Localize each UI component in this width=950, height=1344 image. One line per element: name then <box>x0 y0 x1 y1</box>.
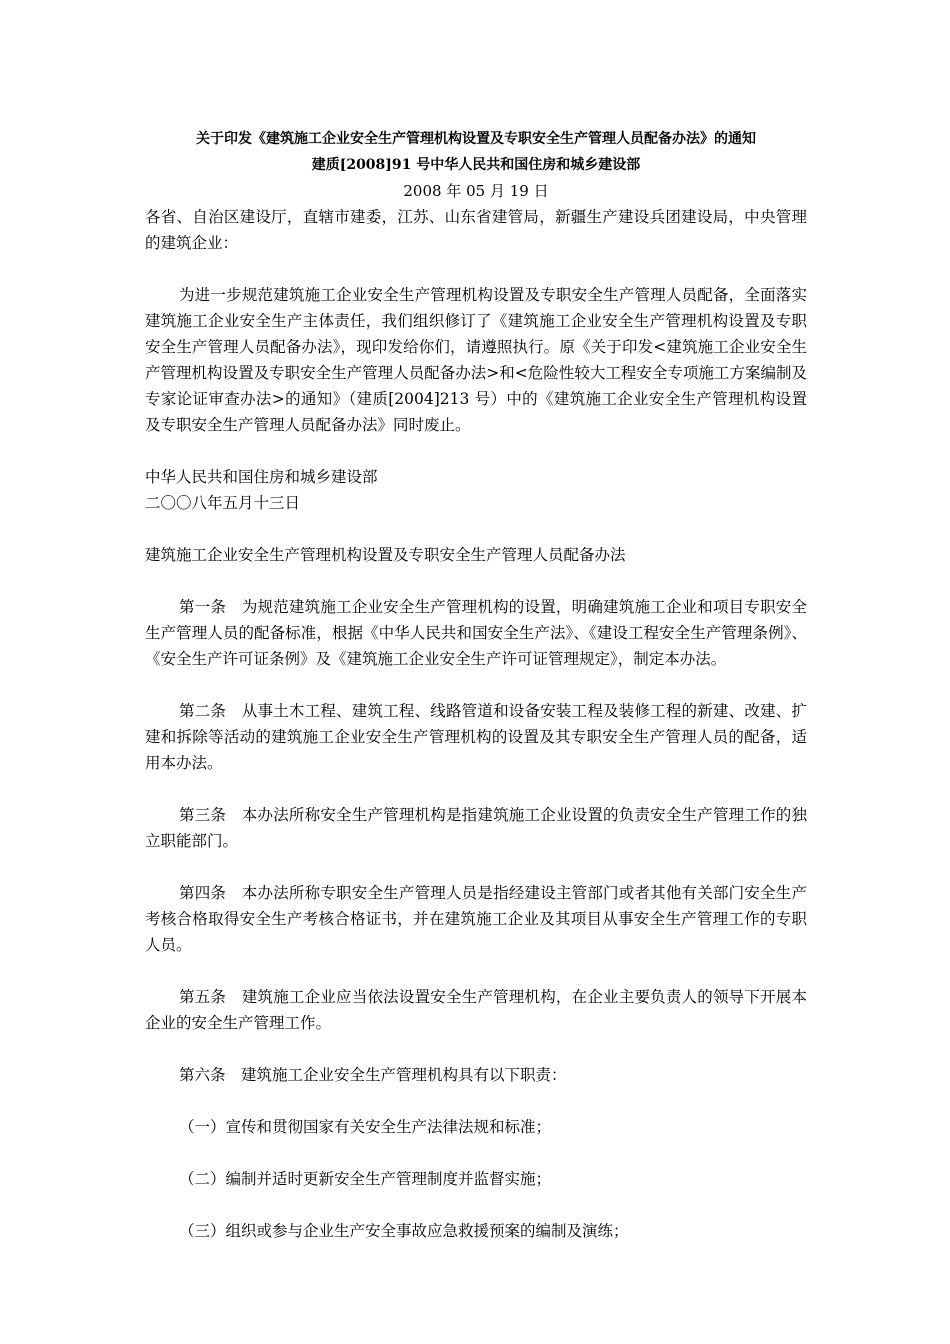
regulation-title: 建筑施工企业安全生产管理机构设置及专职安全生产管理人员配备办法 <box>145 546 626 564</box>
duty-item-1: （一）宣传和贯彻国家有关安全生产法律法规和标准； <box>179 1118 552 1136</box>
signature-org: 中华人民共和国住房和城乡建设部 <box>145 468 378 486</box>
article-2: 第二条 从事土木工程、建筑工程、线路管道和设备安装工程及装修工程的新建、改建、扩建和拆除等活动的建筑施工企业安全生产管理机构的设置及其专职安全生产管理人员的配备，适用本办法。 <box>145 702 807 772</box>
signature-date: 二〇〇八年五月十三日 <box>145 494 301 512</box>
article-6: 第六条 建筑施工企业安全生产管理机构具有以下职责： <box>179 1066 567 1084</box>
article-3: 第三条 本办法所称安全生产管理机构是指建筑施工企业设置的负责安全生产管理工作的独立职能部门。 <box>145 806 807 850</box>
duty-item-3: （三）组织或参与企业生产安全事故应急救援预案的编制及演练； <box>179 1222 629 1240</box>
article-4: 第四条 本办法所称专职安全生产管理人员是指经建设主管部门或者其他有关部门安全生产考核合格取得安全生产考核合格证书，并在建筑施工企业及其项目从事安全生产管理工作的专职人员。 <box>145 884 807 954</box>
issue-date: 2008 年 05 月 19 日 <box>403 182 549 200</box>
addressee: 各省、自治区建设厅，直辖市建委，江苏、山东省建管局，新疆生产建设兵团建设局，中央管理的建筑企业： <box>145 208 807 252</box>
notice-title: 关于印发《建筑施工企业安全生产管理机构设置及专职安全生产管理人员配备办法》的通知 <box>196 131 756 147</box>
article-1: 第一条 为规范建筑施工企业安全生产管理机构的设置，明确建筑施工企业和项目专职安全生产管理人员的配备标准，根据《中华人民共和国安全生产法》、《建设工程安全生产管理条例》、《安全生产许可证条例》及《建筑施工企业安全生产许可证管理规定》，制定本办法。 <box>145 598 807 668</box>
article-5: 第五条 建筑施工企业应当依法设置安全生产管理机构，在企业主要负责人的领导下开展本企业的安全生产管理工作。 <box>145 988 807 1032</box>
document-body <box>145 126 807 1244</box>
doc-number: 建质[2008]91 号中华人民共和国住房和城乡建设部 <box>311 157 641 173</box>
duty-item-2: （二）编制并适时更新安全生产管理制度并监督实施； <box>179 1170 552 1188</box>
intro-paragraph: 为进一步规范建筑施工企业安全生产管理机构设置及专职安全生产管理人员配备，全面落实建筑施工企业安全生产主体责任，我们组织修订了《建筑施工企业安全生产管理机构设置及专职安全生产管理人员配备办法》，现印发给你们，请遵照执行。原《关于印发<建筑施工企业安全生产管理机构设置及专职安全生产管理人员配备办法>和<危险性较大工程安全专项施工方案编制及专家论证审查办法>的通知》（建质[2004]213 号）中的《建筑施工企业安全生产管理机构设置及专职安全生产管理人员配备办法》同时废止。 <box>145 286 807 434</box>
